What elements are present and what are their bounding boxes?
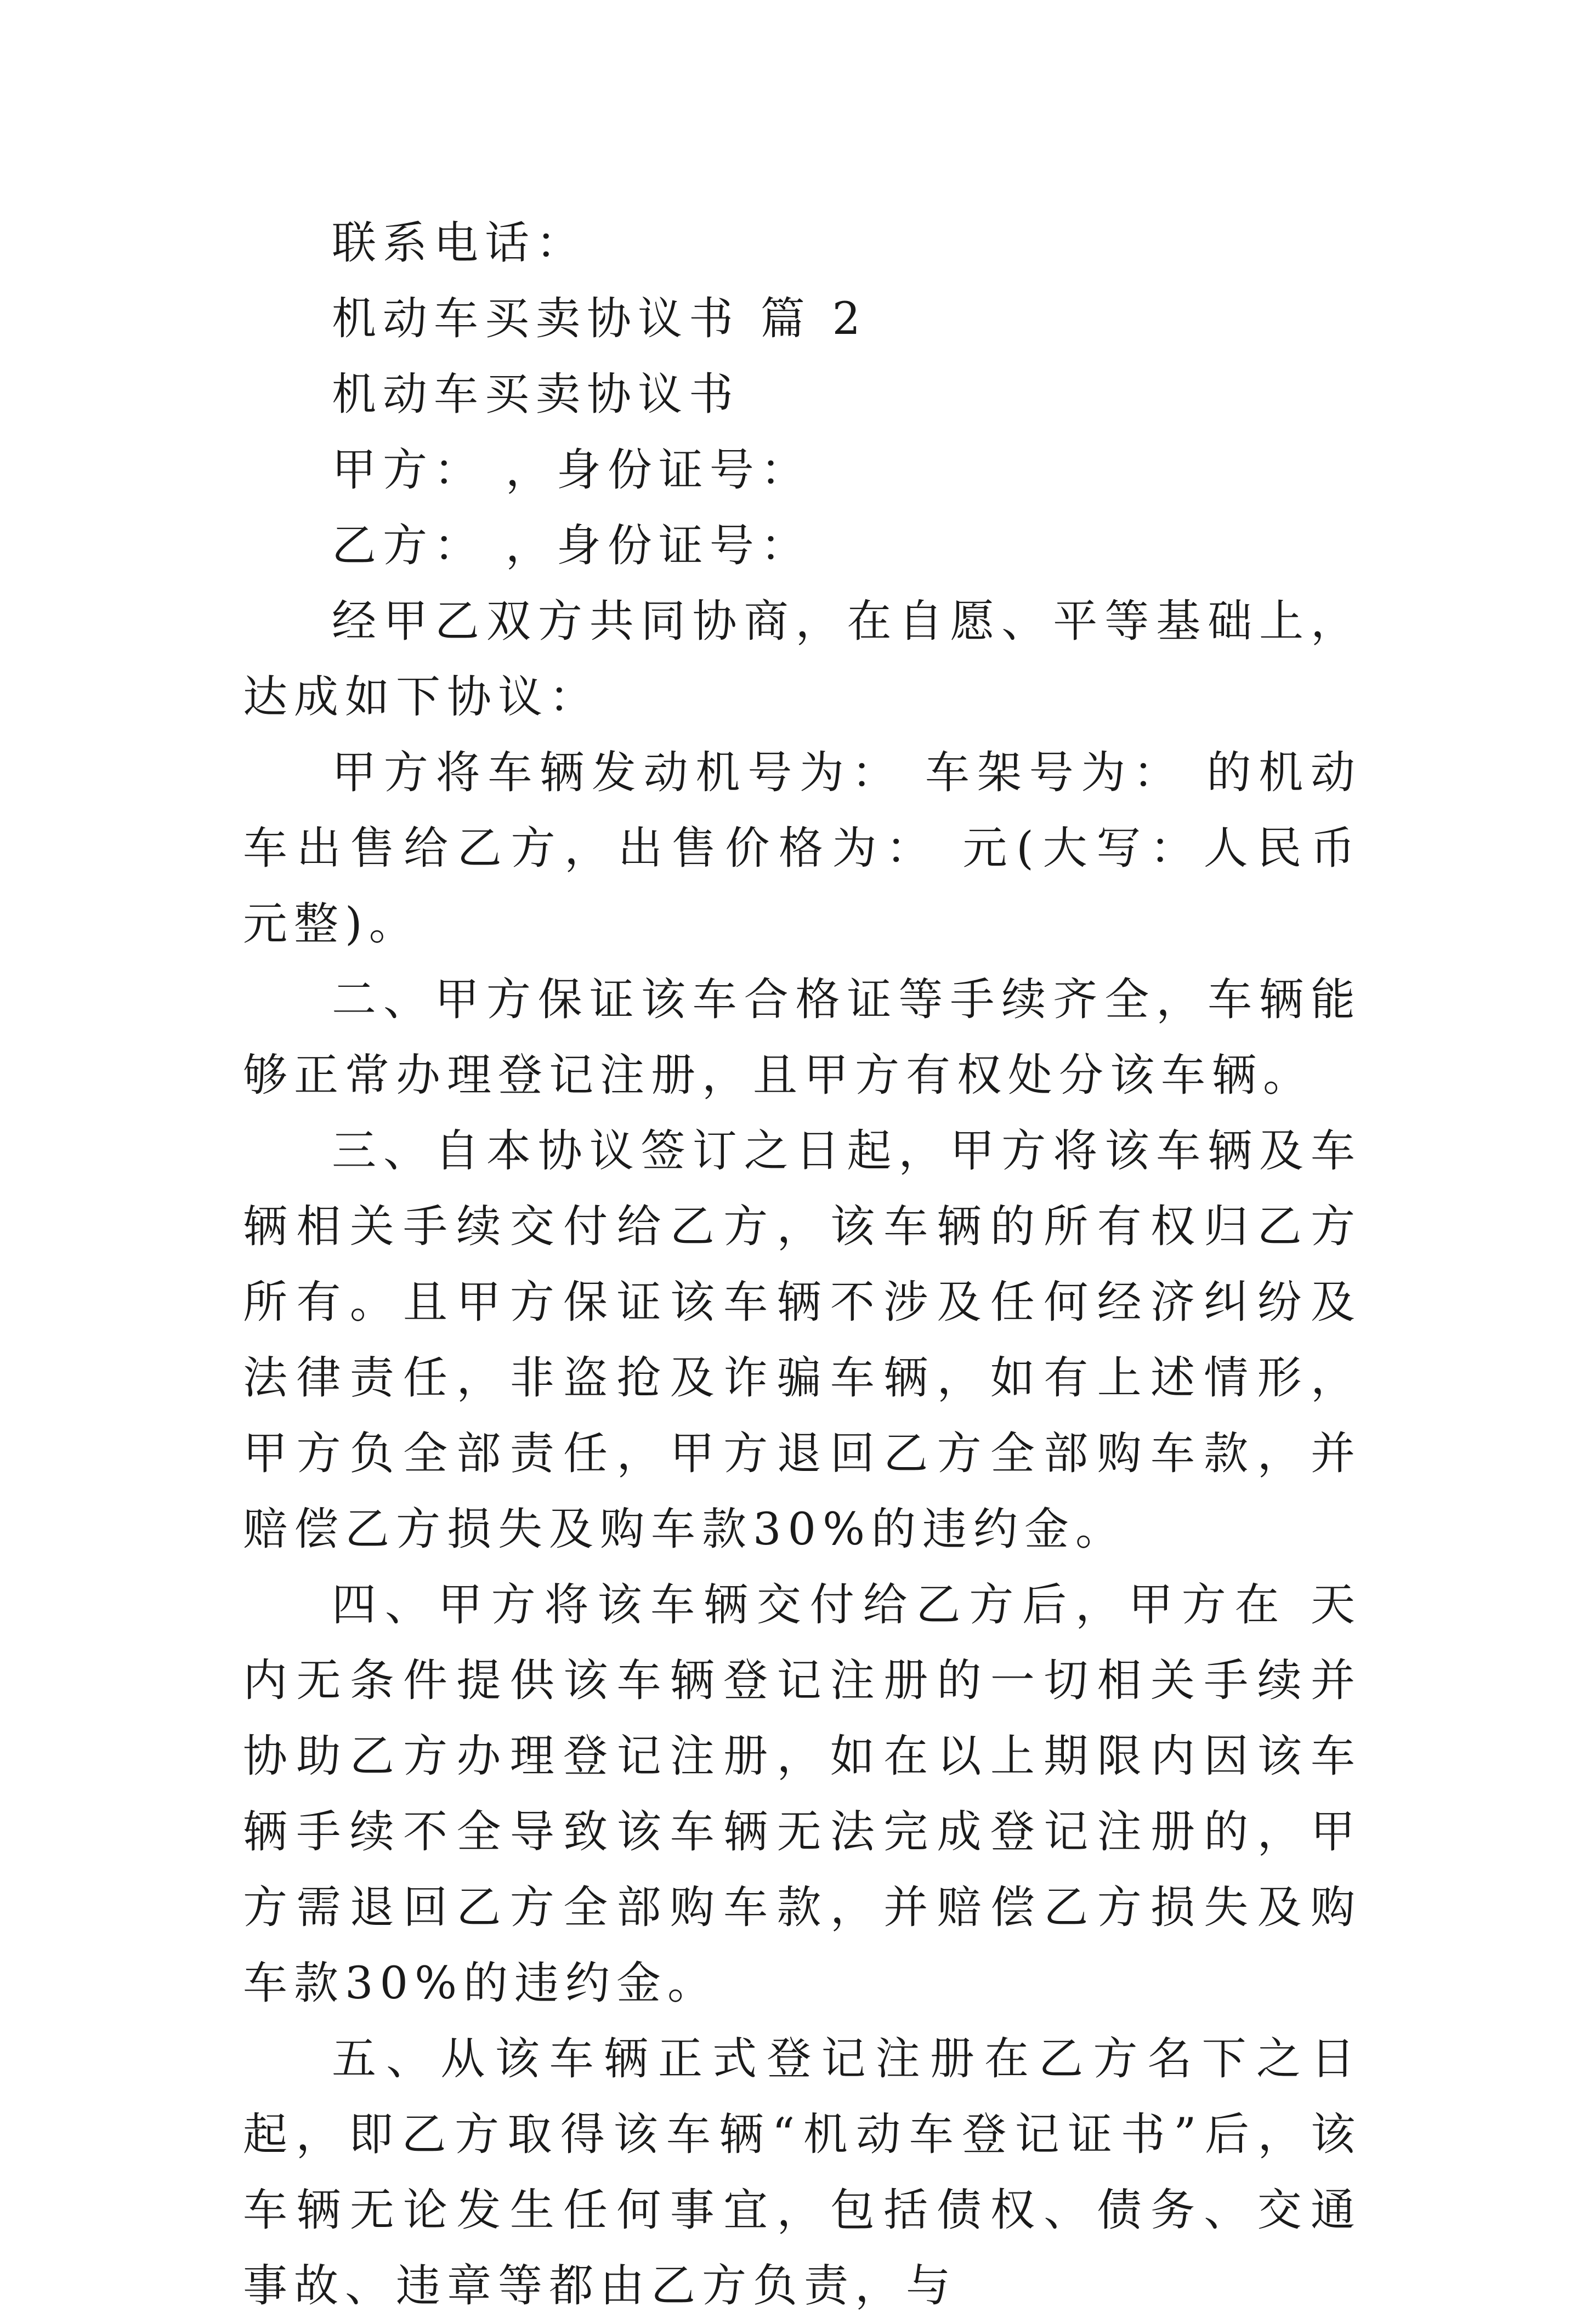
agreement-title: 机动车买卖协议书 [332, 369, 740, 421]
party-b-line: 乙方： ，身份证号： [332, 520, 812, 572]
section-heading: 机动车买卖协议书 篇 2 [332, 293, 868, 345]
paragraph-vehicle-sale: 甲方将车辆发动机号为： 车架号为： 的机动车出售给乙方，出售价格为： 元(大写：人民币 元整)。 [243, 747, 1362, 950]
paragraph-preamble: 经甲乙双方共同协商，在自愿、平等基础上，达成如下协议： [243, 596, 1362, 723]
contact-phone-line: 联系电话： [332, 218, 587, 269]
paragraph-clause-5: 五、从该车辆正式登记注册在乙方名下之日起，即乙方取得该车辆“机动车登记证书”后，该车辆无论发生任何事宜，包括债权、债务、交通事故、违章等都由乙方负责，与 [243, 2033, 1362, 2312]
paragraph-clause-2: 二、甲方保证该车合格证等手续齐全，车辆能够正常办理登记注册，且甲方有权处分该车辆。 [243, 974, 1362, 1101]
party-a-line: 甲方： ，身份证号： [332, 445, 812, 496]
paragraph-clause-4: 四、甲方将该车辆交付给乙方后，甲方在 天内无条件提供该车辆登记注册的一切相关手续并协助乙方办理登记注册，如在以上期限内因该车辆手续不全导致该车辆无法完成登记注册的，甲方需退回乙方全部购车款，并赔偿乙方损失及购车款30%的违约金。 [243, 1579, 1362, 2009]
document-body [243, 206, 1362, 2324]
paragraph-clause-3: 三、自本协议签订之日起，甲方将该车辆及车辆相关手续交付给乙方，该车辆的所有权归乙方所有。且甲方保证该车辆不涉及任何经济纠纷及法律责任，非盗抢及诈骗车辆，如有上述情形，甲方负全部责任，甲方退回乙方全部购车款，并赔偿乙方损失及购车款30%的违约金。 [243, 1126, 1362, 1555]
